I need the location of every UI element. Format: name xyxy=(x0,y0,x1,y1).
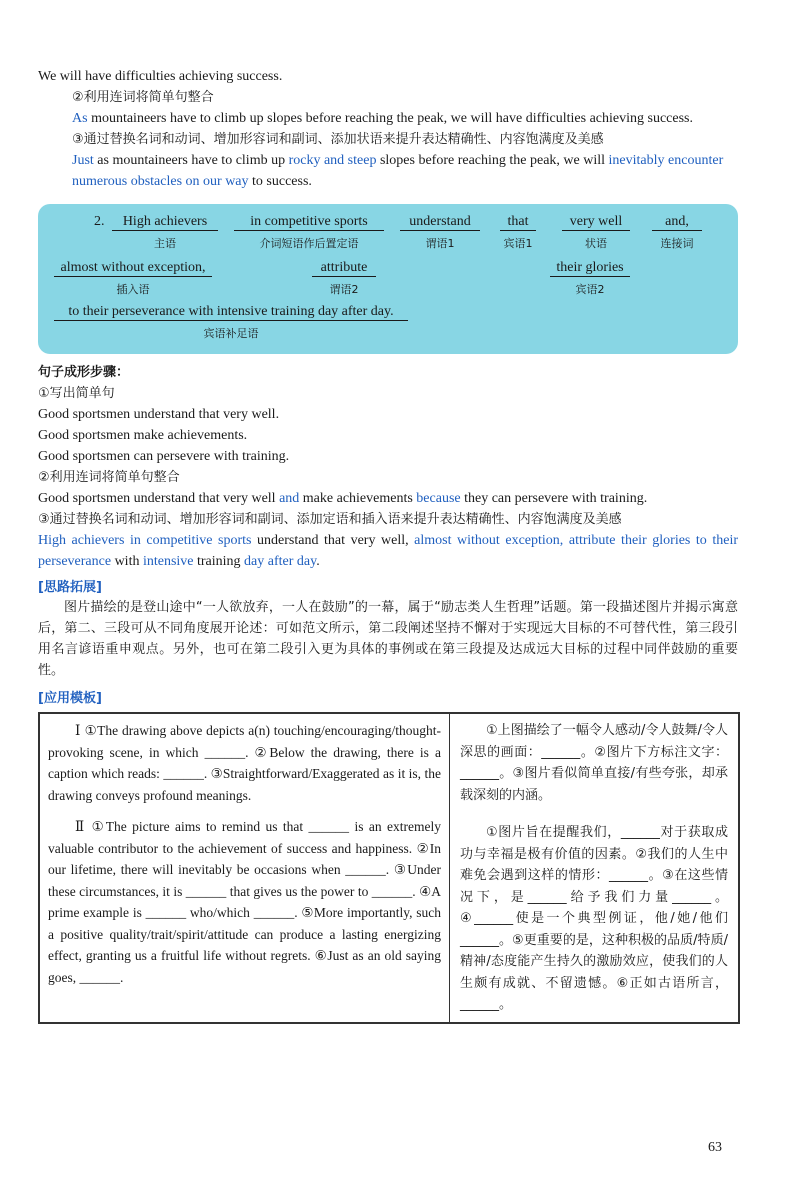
chunk-role: 主语 xyxy=(154,237,176,250)
template-table xyxy=(38,712,740,1024)
analysis-chunk xyxy=(112,214,218,251)
chunk-role: 插入语 xyxy=(116,283,150,296)
chunk-word: almost without exception, xyxy=(54,260,212,277)
improved-sentence xyxy=(38,530,738,572)
chunk-role: 状语 xyxy=(585,237,607,250)
analysis-chunk xyxy=(234,214,384,251)
highlight-text: inevitably encounter numerous obstacles on our way xyxy=(72,153,724,189)
chunk-role: 连接词 xyxy=(660,237,694,250)
chunk-word: understand xyxy=(400,214,480,231)
step-label: ③通过替换名词和动词、增加形容词和副词、添加定语和插入语来提升表达精确性、内容饱满度及美感 xyxy=(38,512,622,527)
analysis-row-3 xyxy=(38,304,738,348)
improved-sentence xyxy=(38,150,738,192)
template-english-column xyxy=(40,714,450,1022)
step-label: ①写出简单句 xyxy=(38,386,115,401)
conjunction-as: As xyxy=(72,111,88,126)
analysis-row-1 xyxy=(38,214,738,258)
analysis-chunk xyxy=(562,214,630,251)
sentence-rest: mountaineers have to climb up slopes before reaching the peak, we will have difficulties achieving success. xyxy=(87,111,693,126)
highlight-text: rocky and steep xyxy=(288,153,377,168)
plain-text: understand that very well, xyxy=(251,533,415,548)
simple-sentence: Good sportsmen make achievements. xyxy=(38,428,248,443)
plain-text: with xyxy=(111,554,143,569)
step-label: ③通过替换名词和动词、增加形容词和副词、添加状语来提升表达精确性、内容饱满度及美感 xyxy=(72,132,604,147)
page-number: 63 xyxy=(708,1140,722,1155)
sentence-line: We will have difficulties achieving success. xyxy=(38,69,283,84)
highlight-text: day after day xyxy=(244,554,317,569)
highlight-text: intensive xyxy=(142,554,194,569)
highlight-text: attribute their glories to their perseverance xyxy=(38,533,739,569)
steps-heading: 句子成形步骤： xyxy=(38,365,130,380)
plain-text: slopes before reaching the peak, we will xyxy=(376,153,609,168)
analysis-number: 2. xyxy=(94,214,105,229)
plain-text: they can persevere with training. xyxy=(460,491,648,506)
analysis-chunk xyxy=(500,214,536,251)
simple-sentence: Good sportsmen understand that very well. xyxy=(38,407,280,422)
template-translation-1: ①上图描绘了一幅令人感动/令人鼓舞/令人深思的画面：______。②图片下方标注文字：______。③图片看似简单直接/有些夸张，却承载深刻的内涵。 xyxy=(460,723,728,803)
chunk-role: 宾语2 xyxy=(575,283,605,296)
expand-text: 图片描绘的是登山途中“一人欲放弃，一人在鼓励”的一幕，属于“励志类人生哲理”话题。第一段描述图片并揭示寓意后，第二、三段可从不同角度展开论述：可如范文所示，第二段阐述坚持不懈对于实现远大目标的不可替代性，第三段引用名言谚语重申观点。另外，也可在第二段引入更为具体的事例或在第三段提及达成远大目标的过程中同伴鼓励的重要性。 xyxy=(38,600,738,678)
step-label: ②利用连词将简单句整合 xyxy=(38,470,180,485)
analysis-chunk xyxy=(550,260,630,297)
step-label: ②利用连词将简单句整合 xyxy=(72,90,214,105)
page-content xyxy=(38,66,738,1024)
chunk-role: 介词短语作后置定语 xyxy=(259,237,359,250)
chunk-role: 宾语1 xyxy=(503,237,533,250)
plain-text: to success. xyxy=(248,174,312,189)
plain-text: training xyxy=(193,554,245,569)
chunk-word: High achievers xyxy=(112,214,218,231)
expand-tag: [思路拓展] xyxy=(38,580,102,595)
chunk-word: attribute xyxy=(312,260,376,277)
analysis-chunk xyxy=(652,214,702,251)
sentence-analysis-box xyxy=(38,204,738,354)
plain-text: Good sportsmen understand that very well xyxy=(38,491,280,506)
chunk-word: and, xyxy=(652,214,702,231)
simple-sentence: Good sportsmen can persevere with training. xyxy=(38,449,290,464)
chunk-word: in competitive sports xyxy=(234,214,384,231)
highlight-text: almost without exception, xyxy=(414,533,564,548)
chunk-word: that xyxy=(500,214,536,231)
analysis-chunk xyxy=(312,260,376,297)
chunk-role: 宾语补足语 xyxy=(203,327,259,340)
plain-text: . xyxy=(316,554,320,569)
analysis-row-2 xyxy=(38,260,738,304)
analysis-chunk xyxy=(54,304,408,341)
highlight-text: Just xyxy=(72,153,94,168)
template-chinese-column xyxy=(450,714,738,1022)
plain-text: as mountaineers have to climb up xyxy=(93,153,289,168)
highlight-text: High achievers in competitive sports xyxy=(38,533,252,548)
analysis-chunk xyxy=(400,214,480,251)
combined-sentence xyxy=(38,488,738,509)
template-tag: [应用模板] xyxy=(38,691,102,706)
chunk-word: very well xyxy=(562,214,630,231)
template-translation-2: ①图片旨在提醒我们，______对于获取成功与幸福是极有价值的因素。②我们的人生中难免会遇到这样的情形：______。③在这些情况下，是______给予我们力量______。④______使是一个典型例证，他/她/他们______。⑤更重要的是，这种积极的品质/特质/精神/态度能产生持久的激励效应，使我们的人生颇有成就、不留遗憾。⑥正如古语所言，______。 xyxy=(460,825,728,1012)
chunk-word: to their perseverance with intensive training day after day. xyxy=(54,304,408,321)
template-paragraph-2: Ⅱ ①The picture aims to remind us that ______ is an extremely valuable contributor to the achievement of success and happiness. ②In our lifetime, there will inevitably be occasions when ______. ③Under these circumstances, it is ______ that gives us the power to ______. ④A prime example is ______ who/which ______. ⑤More importantly, such a positive quality/trait/spirit/attitude can produce a lasting energizing effect, granting us a fruitful life without regrets. ⑥Just as an old saying goes, ______. xyxy=(48,819,441,985)
highlight-text: because xyxy=(416,491,461,506)
analysis-chunk xyxy=(54,260,212,297)
highlight-text: and xyxy=(279,491,300,506)
combined-sentence xyxy=(38,108,738,129)
template-paragraph-1: Ⅰ ①The drawing above depicts a(n) touching/encouraging/thought-provoking scene, in which ______. ②Below the drawing, there is a caption which reads: ______. ③Straightforward/Exaggerated as it is, the drawing conveys profound meanings. xyxy=(48,723,441,803)
plain-text: make achievements xyxy=(299,491,417,506)
chunk-word: their glories xyxy=(550,260,630,277)
chunk-role: 谓语1 xyxy=(425,237,455,250)
chunk-role: 谓语2 xyxy=(329,283,359,296)
